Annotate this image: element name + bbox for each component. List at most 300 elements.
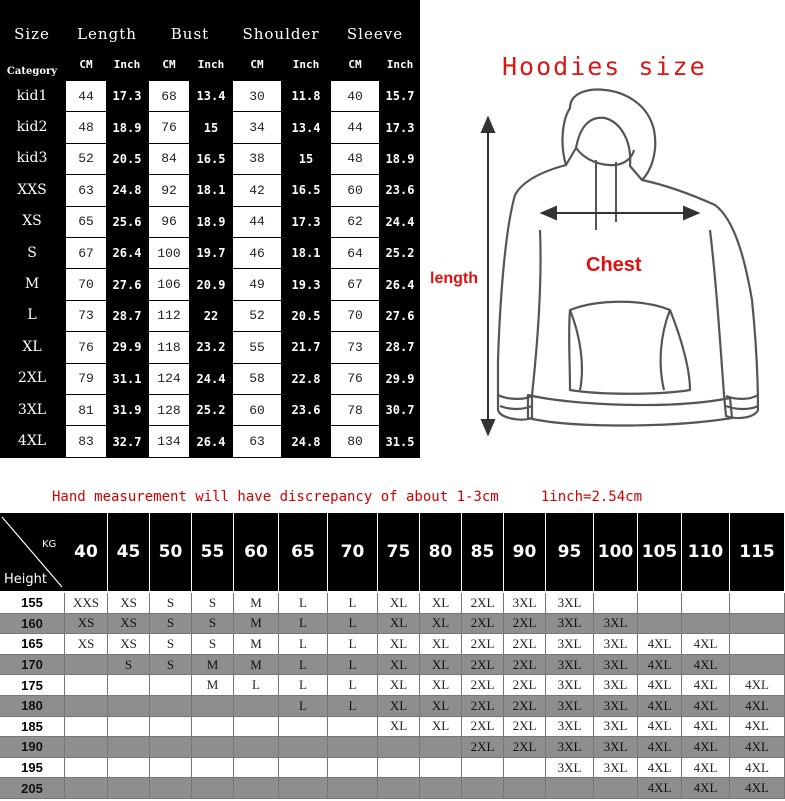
size-cell: 128	[149, 395, 189, 425]
size-cell: 13.4	[283, 112, 329, 142]
size-cell	[65, 675, 108, 696]
size-cell: 3XL	[594, 675, 638, 696]
size-cell	[504, 778, 546, 799]
size-cell: 73	[331, 332, 379, 362]
size-cell: 34	[233, 112, 281, 142]
size-cell: 3XL	[546, 737, 594, 758]
size-cell: 2XL	[504, 696, 546, 717]
size-cell: XS	[108, 593, 150, 614]
size-cell: 3XL	[594, 614, 638, 635]
size-cell: 31.1	[107, 364, 147, 394]
size-cell: 3XL	[546, 758, 594, 779]
size-cell: 65	[66, 207, 106, 237]
size-cell: 3XL	[504, 593, 546, 614]
size-cell	[378, 737, 420, 758]
size-cell	[730, 655, 785, 676]
size-cell: L	[279, 696, 328, 717]
unit-header: CM	[79, 57, 93, 71]
size-cell: 4XL	[682, 634, 730, 655]
weight-header: 85	[462, 513, 503, 591]
size-cell	[108, 696, 150, 717]
size-cell: 22	[191, 301, 231, 331]
size-cell	[328, 758, 378, 779]
size-cell: 15	[191, 112, 231, 142]
size-cell: 26.4	[107, 238, 147, 268]
size-cell	[378, 758, 420, 779]
size-cell: 25.6	[107, 207, 147, 237]
size-cell	[279, 778, 328, 799]
hoodie-diagram-panel	[420, 0, 785, 458]
size-cell: 2XL	[504, 655, 546, 676]
weight-header: 95	[546, 513, 593, 591]
size-cell: 84	[149, 144, 189, 174]
size-cell: XL	[420, 675, 462, 696]
size-cell: 80	[331, 426, 379, 456]
size-table-header: Sleeve	[346, 25, 404, 43]
size-cell: 3XL	[594, 634, 638, 655]
size-cell: S	[150, 634, 192, 655]
size-cell	[420, 778, 462, 799]
size-cell: 31.9	[107, 395, 147, 425]
size-cell	[150, 675, 192, 696]
size-cell: 64	[331, 238, 379, 268]
size-cell	[192, 758, 234, 779]
height-cell: 160	[0, 614, 65, 635]
size-cell: 11.8	[283, 81, 329, 111]
size-cell: 38	[233, 144, 281, 174]
size-row-label: L	[27, 307, 37, 324]
size-cell	[682, 614, 730, 635]
weight-header: 100	[594, 513, 637, 591]
weight-header: 80	[420, 513, 461, 591]
size-cell: M	[234, 634, 279, 655]
size-chart-table	[0, 0, 420, 458]
size-cell: XL	[420, 614, 462, 635]
size-row-label: 4XL	[17, 433, 47, 450]
corner-kg-label: KG	[42, 539, 57, 550]
size-cell: 63	[66, 175, 106, 205]
size-cell: 2XL	[462, 593, 504, 614]
size-cell: S	[192, 593, 234, 614]
size-cell: 81	[66, 395, 106, 425]
size-cell: 48	[66, 112, 106, 142]
size-cell: 4XL	[638, 696, 682, 717]
size-cell: 44	[233, 207, 281, 237]
size-cell: 100	[149, 238, 189, 268]
size-cell	[65, 696, 108, 717]
weight-header: 40	[65, 513, 107, 591]
size-cell: 70	[66, 269, 106, 299]
size-table-header: Bust	[170, 25, 210, 43]
size-cell: M	[192, 655, 234, 676]
size-cell: 62	[331, 207, 379, 237]
size-cell: 4XL	[682, 655, 730, 676]
size-cell: XL	[420, 655, 462, 676]
size-cell: 22.8	[283, 364, 329, 394]
height-cell: 170	[0, 655, 65, 676]
size-row-label: kid3	[16, 150, 48, 167]
size-cell: 76	[331, 364, 379, 394]
size-cell: 4XL	[638, 778, 682, 799]
size-cell: 67	[331, 269, 379, 299]
size-cell	[638, 593, 682, 614]
height-cell: 205	[0, 778, 65, 799]
size-cell: 24.4	[191, 364, 231, 394]
size-cell: 29.9	[107, 332, 147, 362]
size-cell: 79	[66, 364, 106, 394]
size-cell: 18.1	[191, 175, 231, 205]
size-cell: 55	[233, 332, 281, 362]
table-row	[0, 593, 785, 614]
size-cell: L	[328, 696, 378, 717]
size-cell: 29.9	[381, 364, 419, 394]
size-cell: 60	[233, 395, 281, 425]
size-cell: 3XL	[546, 717, 594, 738]
size-row-label: kid1	[16, 87, 48, 104]
size-cell: 13.4	[191, 81, 231, 111]
size-cell: 32.7	[107, 426, 147, 456]
size-cell: 2XL	[462, 696, 504, 717]
size-cell	[65, 778, 108, 799]
chest-label: Chest	[586, 254, 642, 276]
size-cell: 3XL	[594, 655, 638, 676]
size-cell	[328, 737, 378, 758]
size-cell: 76	[66, 332, 106, 362]
size-cell: 3XL	[594, 717, 638, 738]
size-cell: 2XL	[504, 737, 546, 758]
weight-header: 110	[682, 513, 729, 591]
size-cell: 96	[149, 207, 189, 237]
size-cell	[234, 737, 279, 758]
size-cell: 24.4	[381, 207, 419, 237]
unit-header: Inch	[386, 57, 414, 71]
size-row-label: 2XL	[17, 370, 47, 387]
table-row	[0, 717, 785, 738]
size-cell: XL	[378, 717, 420, 738]
size-cell	[108, 675, 150, 696]
size-cell: 19.7	[191, 238, 231, 268]
size-cell	[65, 655, 108, 676]
size-cell	[730, 593, 785, 614]
height-cell: 185	[0, 717, 65, 738]
size-cell: 2XL	[462, 614, 504, 635]
size-cell: 48	[331, 144, 379, 174]
size-cell: 3XL	[594, 696, 638, 717]
corner-height-label: Height	[4, 572, 47, 587]
size-cell: 17.3	[107, 81, 147, 111]
size-cell: 134	[149, 426, 189, 456]
table-row	[0, 675, 785, 696]
size-table-header: Size	[14, 25, 50, 43]
size-cell	[192, 696, 234, 717]
size-cell: XL	[378, 696, 420, 717]
table-row	[0, 655, 785, 676]
size-row-label: XS	[22, 213, 42, 230]
size-cell: XL	[420, 593, 462, 614]
weight-header: 105	[638, 513, 681, 591]
size-cell	[420, 758, 462, 779]
size-cell: 31.5	[381, 426, 419, 456]
size-cell: 4XL	[730, 675, 785, 696]
size-cell	[594, 778, 638, 799]
weight-header: 55	[192, 513, 233, 591]
size-cell: 28.7	[381, 332, 419, 362]
size-cell: 3XL	[546, 675, 594, 696]
size-cell	[65, 737, 108, 758]
hoodie-size-title: Hoodies size	[502, 52, 707, 81]
weight-header: 90	[504, 513, 545, 591]
size-cell	[108, 737, 150, 758]
size-cell: 76	[149, 112, 189, 142]
hoodie-outline-icon	[420, 0, 785, 458]
size-cell: 106	[149, 269, 189, 299]
size-cell: 70	[331, 301, 379, 331]
size-cell: 2XL	[504, 675, 546, 696]
size-cell	[150, 758, 192, 779]
length-label: length	[430, 270, 478, 287]
size-cell: 124	[149, 364, 189, 394]
size-cell: 4XL	[638, 655, 682, 676]
size-cell: 25.2	[381, 238, 419, 268]
size-table-header: Shoulder	[242, 25, 320, 43]
size-cell: 92	[149, 175, 189, 205]
size-cell: XS	[65, 634, 108, 655]
size-cell: 44	[66, 81, 106, 111]
size-cell	[682, 593, 730, 614]
size-cell: 28.7	[107, 301, 147, 331]
size-cell: 17.3	[283, 207, 329, 237]
size-cell	[730, 634, 785, 655]
size-cell	[150, 778, 192, 799]
size-cell	[504, 758, 546, 779]
size-cell: XL	[420, 696, 462, 717]
size-row-label: XL	[22, 338, 42, 355]
size-cell: 78	[331, 395, 379, 425]
size-cell: L	[328, 675, 378, 696]
size-cell: 60	[331, 175, 379, 205]
size-cell: 16.5	[191, 144, 231, 174]
size-cell: 16.5	[283, 175, 329, 205]
height-cell: 190	[0, 737, 65, 758]
size-cell: 27.6	[107, 269, 147, 299]
size-cell	[65, 717, 108, 738]
size-cell	[279, 737, 328, 758]
weight-header: 50	[150, 513, 191, 591]
size-cell: XL	[378, 675, 420, 696]
size-cell: 49	[233, 269, 281, 299]
size-cell	[108, 717, 150, 738]
size-cell	[546, 778, 594, 799]
height-weight-table	[0, 513, 785, 801]
size-cell: XL	[378, 655, 420, 676]
size-cell	[192, 717, 234, 738]
unit-header: CM	[250, 57, 264, 71]
size-cell: XS	[65, 614, 108, 635]
size-cell: 3XL	[594, 737, 638, 758]
size-cell: M	[234, 593, 279, 614]
size-cell: 2XL	[504, 614, 546, 635]
size-row-label: 3XL	[17, 401, 47, 418]
size-cell: XL	[420, 634, 462, 655]
size-cell: 52	[233, 301, 281, 331]
height-cell: 195	[0, 758, 65, 779]
measurement-note: Hand measurement will have discrepancy of about 1-3cm 1inch=2.54cm	[52, 489, 643, 505]
size-row-label: M	[24, 276, 40, 293]
size-cell: 20.5	[107, 144, 147, 174]
size-cell	[378, 778, 420, 799]
size-cell: M	[234, 614, 279, 635]
size-cell: S	[150, 593, 192, 614]
size-cell: 44	[331, 112, 379, 142]
size-cell	[462, 758, 504, 779]
size-cell	[462, 778, 504, 799]
size-row-label: kid2	[16, 119, 48, 136]
size-cell: L	[279, 614, 328, 635]
size-cell: 42	[233, 175, 281, 205]
size-cell	[234, 758, 279, 779]
size-row-label: S	[27, 244, 37, 261]
size-cell: 40	[331, 81, 379, 111]
weight-header: 45	[108, 513, 149, 591]
size-cell: 4XL	[638, 758, 682, 779]
table-row	[0, 696, 785, 717]
size-cell: 18.1	[283, 238, 329, 268]
size-cell	[279, 758, 328, 779]
unit-header: Inch	[292, 57, 320, 71]
size-cell	[420, 737, 462, 758]
size-cell: 73	[66, 301, 106, 331]
size-cell	[328, 717, 378, 738]
size-cell	[594, 593, 638, 614]
size-cell: 118	[149, 332, 189, 362]
size-cell: 46	[233, 238, 281, 268]
size-cell: 24.8	[283, 426, 329, 456]
size-cell: S	[192, 614, 234, 635]
size-cell: L	[279, 593, 328, 614]
size-cell: L	[279, 634, 328, 655]
unit-header: Inch	[113, 57, 141, 71]
size-cell: 4XL	[638, 737, 682, 758]
unit-header: CM	[348, 57, 362, 71]
size-cell: 27.6	[381, 301, 419, 331]
size-cell: XL	[378, 593, 420, 614]
size-cell: 4XL	[638, 634, 682, 655]
size-cell: 18.9	[381, 144, 419, 174]
size-cell: 4XL	[682, 778, 730, 799]
size-cell: L	[279, 655, 328, 676]
size-cell: 63	[233, 426, 281, 456]
table-row	[0, 614, 785, 635]
size-cell: 2XL	[504, 634, 546, 655]
size-cell: 2XL	[504, 717, 546, 738]
size-cell: XS	[108, 614, 150, 635]
table-row	[0, 737, 785, 758]
size-cell	[108, 778, 150, 799]
size-cell: 4XL	[682, 717, 730, 738]
size-cell	[730, 614, 785, 635]
size-cell: 4XL	[730, 758, 785, 779]
size-cell	[234, 696, 279, 717]
size-cell: 17.3	[381, 112, 419, 142]
size-cell: 4XL	[730, 696, 785, 717]
size-cell: 24.8	[107, 175, 147, 205]
size-cell	[150, 737, 192, 758]
size-cell: 18.9	[191, 207, 231, 237]
size-cell: 3XL	[546, 614, 594, 635]
size-cell: 26.4	[381, 269, 419, 299]
size-cell: 30.7	[381, 395, 419, 425]
size-cell	[279, 717, 328, 738]
weight-header: 65	[279, 513, 327, 591]
size-cell: 4XL	[682, 737, 730, 758]
size-cell: 4XL	[638, 717, 682, 738]
size-cell: XXS	[65, 593, 108, 614]
size-cell: S	[150, 655, 192, 676]
height-cell: 180	[0, 696, 65, 717]
table-row	[0, 758, 785, 779]
size-cell: 4XL	[682, 675, 730, 696]
size-cell: XS	[108, 634, 150, 655]
table-row	[0, 634, 785, 655]
corner-header	[0, 513, 65, 591]
size-table-header: Length	[77, 25, 137, 43]
size-cell: 58	[233, 364, 281, 394]
size-cell: 19.3	[283, 269, 329, 299]
size-cell: 4XL	[682, 758, 730, 779]
weight-header: 60	[234, 513, 278, 591]
category-label: Category	[6, 65, 58, 77]
size-cell: L	[328, 655, 378, 676]
size-cell: 2XL	[462, 675, 504, 696]
size-cell: XL	[378, 614, 420, 635]
unit-header: Inch	[197, 57, 225, 71]
size-cell: S	[108, 655, 150, 676]
size-cell: 4XL	[730, 778, 785, 799]
table-row	[0, 778, 785, 799]
height-cell: 155	[0, 593, 65, 614]
size-cell: 2XL	[462, 717, 504, 738]
size-cell: 3XL	[546, 655, 594, 676]
size-cell: 30	[233, 81, 281, 111]
size-cell: 25.2	[191, 395, 231, 425]
size-cell: 4XL	[682, 696, 730, 717]
size-cell: 3XL	[546, 593, 594, 614]
size-cell	[638, 614, 682, 635]
size-cell: L	[279, 675, 328, 696]
size-cell: XL	[420, 717, 462, 738]
size-cell: M	[234, 655, 279, 676]
size-cell: 20.5	[283, 301, 329, 331]
size-cell: 20.9	[191, 269, 231, 299]
size-cell	[328, 778, 378, 799]
size-cell: 15.7	[381, 81, 419, 111]
size-cell: L	[328, 614, 378, 635]
size-cell: 68	[149, 81, 189, 111]
size-cell: 83	[66, 426, 106, 456]
size-cell: 4XL	[638, 675, 682, 696]
size-cell: 15	[283, 144, 329, 174]
size-cell: 3XL	[594, 758, 638, 779]
size-cell: 23.2	[191, 332, 231, 362]
height-cell: 165	[0, 634, 65, 655]
size-cell: 2XL	[462, 655, 504, 676]
size-cell: 2XL	[462, 634, 504, 655]
size-cell: L	[328, 634, 378, 655]
size-cell: S	[192, 634, 234, 655]
size-cell	[192, 778, 234, 799]
size-cell: 3XL	[546, 634, 594, 655]
size-row-label: XXS	[17, 181, 47, 198]
